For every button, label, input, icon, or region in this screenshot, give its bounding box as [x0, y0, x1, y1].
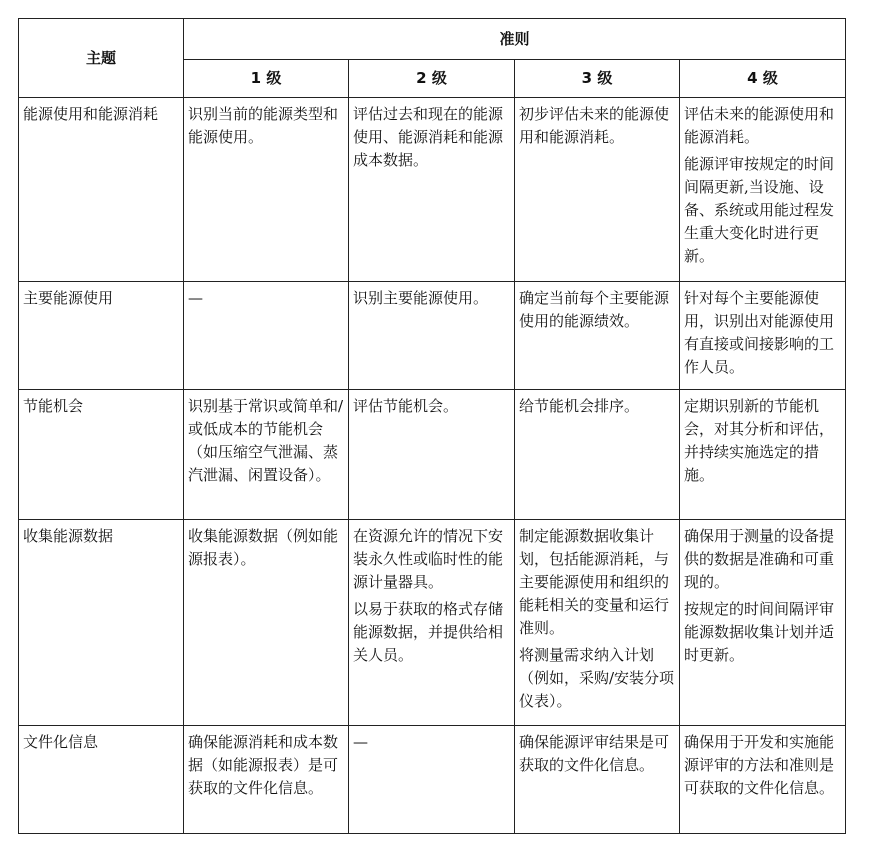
level-1-cell	[184, 726, 349, 834]
level-3-cell	[515, 520, 680, 726]
level-3-cell	[515, 282, 680, 390]
cell-text: 以易于获取的格式存储能源数据，并提供给相关人员。	[353, 600, 504, 664]
cell-text: 确保能源评审结果是可获取的文件化信息。	[519, 733, 670, 774]
header-row-1	[19, 19, 846, 60]
level-4-cell	[680, 282, 846, 390]
energy-review-criteria-table	[18, 18, 846, 834]
level-2-cell	[349, 726, 515, 834]
level-2-cell	[349, 282, 515, 390]
table-row	[19, 726, 846, 834]
cell-text: 将测量需求纳入计划（例如，采购/安装分项仪表）。	[519, 646, 675, 710]
cell-text: 确保能源消耗和成本数据（如能源报表）是可获取的文件化信息。	[188, 733, 339, 797]
level-1-cell	[184, 390, 349, 520]
level-2-cell	[349, 520, 515, 726]
cell-text: 初步评估未来的能源使用和能源消耗。	[519, 105, 670, 146]
level-4-cell	[680, 390, 846, 520]
cell-text: 确保用于开发和实施能源评审的方法和准则是可获取的文件化信息。	[684, 733, 835, 797]
table-row	[19, 98, 846, 282]
level-4-cell	[680, 726, 846, 834]
cell-text: —	[353, 733, 368, 751]
level-4-cell	[680, 98, 846, 282]
topic-cell: 节能机会	[19, 390, 184, 520]
topic-cell: 主要能源使用	[19, 282, 184, 390]
cell-text: 针对每个主要能源使用，识别出对能源使用有直接或间接影响的工作人员。	[684, 289, 835, 376]
level-2-cell	[349, 98, 515, 282]
level-3-cell	[515, 98, 680, 282]
table-row	[19, 520, 846, 726]
cell-text: 识别基于常识或简单和/或低成本的节能机会（如压缩空气泄漏、蒸汽泄漏、闲置设备）。	[188, 397, 344, 484]
table-row	[19, 390, 846, 520]
cell-text: 给节能机会排序。	[519, 397, 640, 415]
cell-text: 确保用于测量的设备提供的数据是准确和可重现的。	[684, 527, 835, 591]
topic-cell: 收集能源数据	[19, 520, 184, 726]
level-1-cell	[184, 282, 349, 390]
cell-text: 评估节能机会。	[353, 397, 459, 415]
cell-text: 定期识别新的节能机会，对其分析和评估，并持续实施选定的措施。	[684, 397, 835, 484]
cell-text: 评估过去和现在的能源使用、能源消耗和能源成本数据。	[353, 105, 504, 169]
cell-text: 识别当前的能源类型和能源使用。	[188, 105, 339, 146]
cell-text: 在资源允许的情况下安装永久性或临时性的能源计量器具。	[353, 527, 504, 591]
table-row	[19, 282, 846, 390]
topic-cell: 文件化信息	[19, 726, 184, 834]
level-1-header: 1 级	[184, 60, 349, 98]
cell-text: 制定能源数据收集计划，包括能源消耗，与主要能源使用和组织的能耗相关的变量和运行准则。	[519, 527, 670, 637]
level-2-cell	[349, 390, 515, 520]
cell-text: 能源评审按规定的时间间隔更新,当设施、设备、系统或用能过程发生重大变化时进行更新。	[684, 155, 835, 265]
level-1-cell	[184, 520, 349, 726]
cell-text: 识别主要能源使用。	[353, 289, 489, 307]
level-3-cell	[515, 726, 680, 834]
criteria-header: 准则	[184, 19, 846, 60]
cell-text: 按规定的时间间隔评审能源数据收集计划并适时更新。	[684, 600, 835, 664]
cell-text: 确定当前每个主要能源使用的能源绩效。	[519, 289, 670, 330]
level-3-cell	[515, 390, 680, 520]
level-4-header: 4 级	[680, 60, 846, 98]
level-2-header: 2 级	[349, 60, 515, 98]
cell-text: —	[188, 289, 203, 307]
cell-text: 收集能源数据（例如能源报表）。	[188, 527, 339, 568]
level-4-cell	[680, 520, 846, 726]
level-3-header: 3 级	[515, 60, 680, 98]
topic-cell: 能源使用和能源消耗	[19, 98, 184, 282]
level-1-cell	[184, 98, 349, 282]
topic-header: 主题	[19, 19, 184, 98]
cell-text: 评估未来的能源使用和能源消耗。	[684, 105, 835, 146]
